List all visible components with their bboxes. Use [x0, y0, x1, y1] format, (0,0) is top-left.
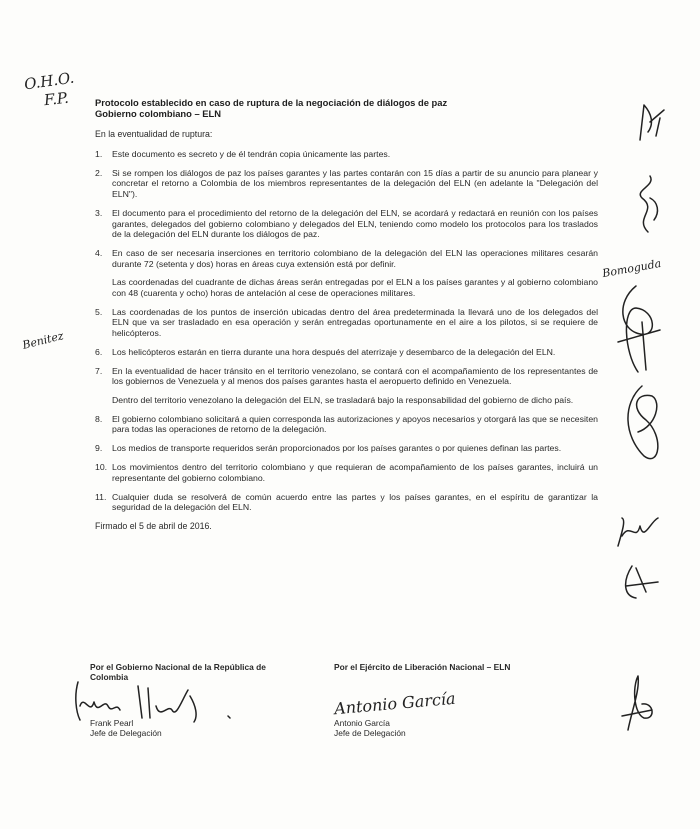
signing-date: Firmado el 5 de abril de 2016.	[95, 521, 212, 532]
margin-initials-oho: O.H.O.	[22, 68, 76, 94]
eln-signature-block: Por el Ejército de Liberación Nacional – ELN	[334, 662, 511, 672]
margin-name-left: Benitez	[21, 329, 65, 352]
margin-signature-1	[630, 100, 670, 145]
document-body	[95, 97, 598, 531]
gov-signature	[68, 676, 248, 724]
margin-initials-fp: F.P.	[43, 88, 70, 110]
list-item: 7. En la eventualidad de hacer tránsito en el territorio venezolano, se contará con el acompañamiento de los representantes de los gobiernos de Venezuela y al menos dos países garantes hasta el aeropuerto definido en Venezuela. Dentro del territorio venezolano la delegación del ELN, se trasladará bajo la responsabilidad del gobierno de dicho país.	[95, 365, 598, 405]
list-item: 8. El gobierno colombiano solicitará a quien corresponda las autorizaciones y apoyos necesarios y otorgará las que se necesiten para todas las operaciones de retorno de la delegación.	[95, 413, 598, 435]
list-item: 3. El documento para el procedimiento del retorno de la delegación del ELN, se acordará y redactará en reunión con los países garantes, delegados del gobierno colombiano y delegados del ELN, teniendo como modelo los protocolos para los traslados de la delegación del ELN durante los diálogos de paz.	[95, 207, 598, 240]
list-item: 6. Los helicópteros estarán en tierra durante una hora después del aterrizaje y desembarco de la delegación del ELN.	[95, 346, 556, 357]
gov-signature-block: Por el Gobierno Nacional de la República de Colombia	[90, 662, 266, 682]
margin-name-right: Bomoguda	[601, 256, 663, 281]
margin-signature-2	[628, 168, 668, 238]
eln-signatory: Antonio García Jefe de Delegación	[334, 718, 406, 738]
list-item: 2. Si se rompen los diálogos de paz los países garantes y las partes contarán con 15 días a partir de su anuncio para planear y concretar el retorno a Colombia de los miembros representantes de la delegación del ELN (en adelante la "Delegación del ELN").	[95, 167, 598, 200]
list-item: 4. En caso de ser necesaria inserciones en territorio colombiano de la delegación del ELN las operaciones militares cesarán durante 72 (setenta y dos) horas en áreas cuya extensión está por definir. Las coordenadas del cuadrante de dichas áreas serán entregadas por el ELN a los países garantes y al gobierno colombiano con 48 (cuarenta y ocho) horas de antelación al cese de operaciones militares.	[95, 248, 598, 298]
list-item: 11. Cualquier duda se resolverá de común acuerdo entre las partes y los países garantes, en el espíritu de garantizar la seguridad de la delegación del ELN.	[95, 491, 598, 513]
margin-signature-3	[612, 282, 664, 378]
margin-signature-6	[618, 562, 662, 602]
gov-signatory: Frank Pearl Jefe de Delegación	[90, 718, 162, 738]
margin-signature-4	[616, 380, 666, 470]
list-item: 10. Los movimientos dentro del territorio colombiano y que requieran de acompañamiento de los países garantes, incluirá un representante del gobierno colombiano.	[95, 462, 598, 483]
list-item: 9. Los medios de transporte requeridos serán proporcionados por los países garantes o por quienes definan las partes.	[95, 443, 562, 454]
document-intro: En la eventualidad de ruptura:	[95, 129, 213, 139]
margin-signature-5	[612, 512, 664, 552]
list-item: 5. Las coordenadas de los puntos de inserción ubicadas dentro del área predeterminada la llevará uno de los delegados del ELN que va ser trasladado en esa operación y serán entregadas oportunamente en el aire a los pilotos, si se requiere de helicópteros.	[95, 306, 598, 338]
eln-signature: Antonio García	[333, 688, 457, 719]
document-title: Protocolo establecido en caso de ruptura de la negociación de diálogos de paz Gobierno colombiano – ELN	[95, 97, 448, 119]
protocol-items	[95, 149, 598, 513]
list-item: 1. Este documento es secreto y de él tendrán copia únicamente las partes.	[95, 149, 391, 159]
margin-signature-7	[614, 670, 660, 736]
